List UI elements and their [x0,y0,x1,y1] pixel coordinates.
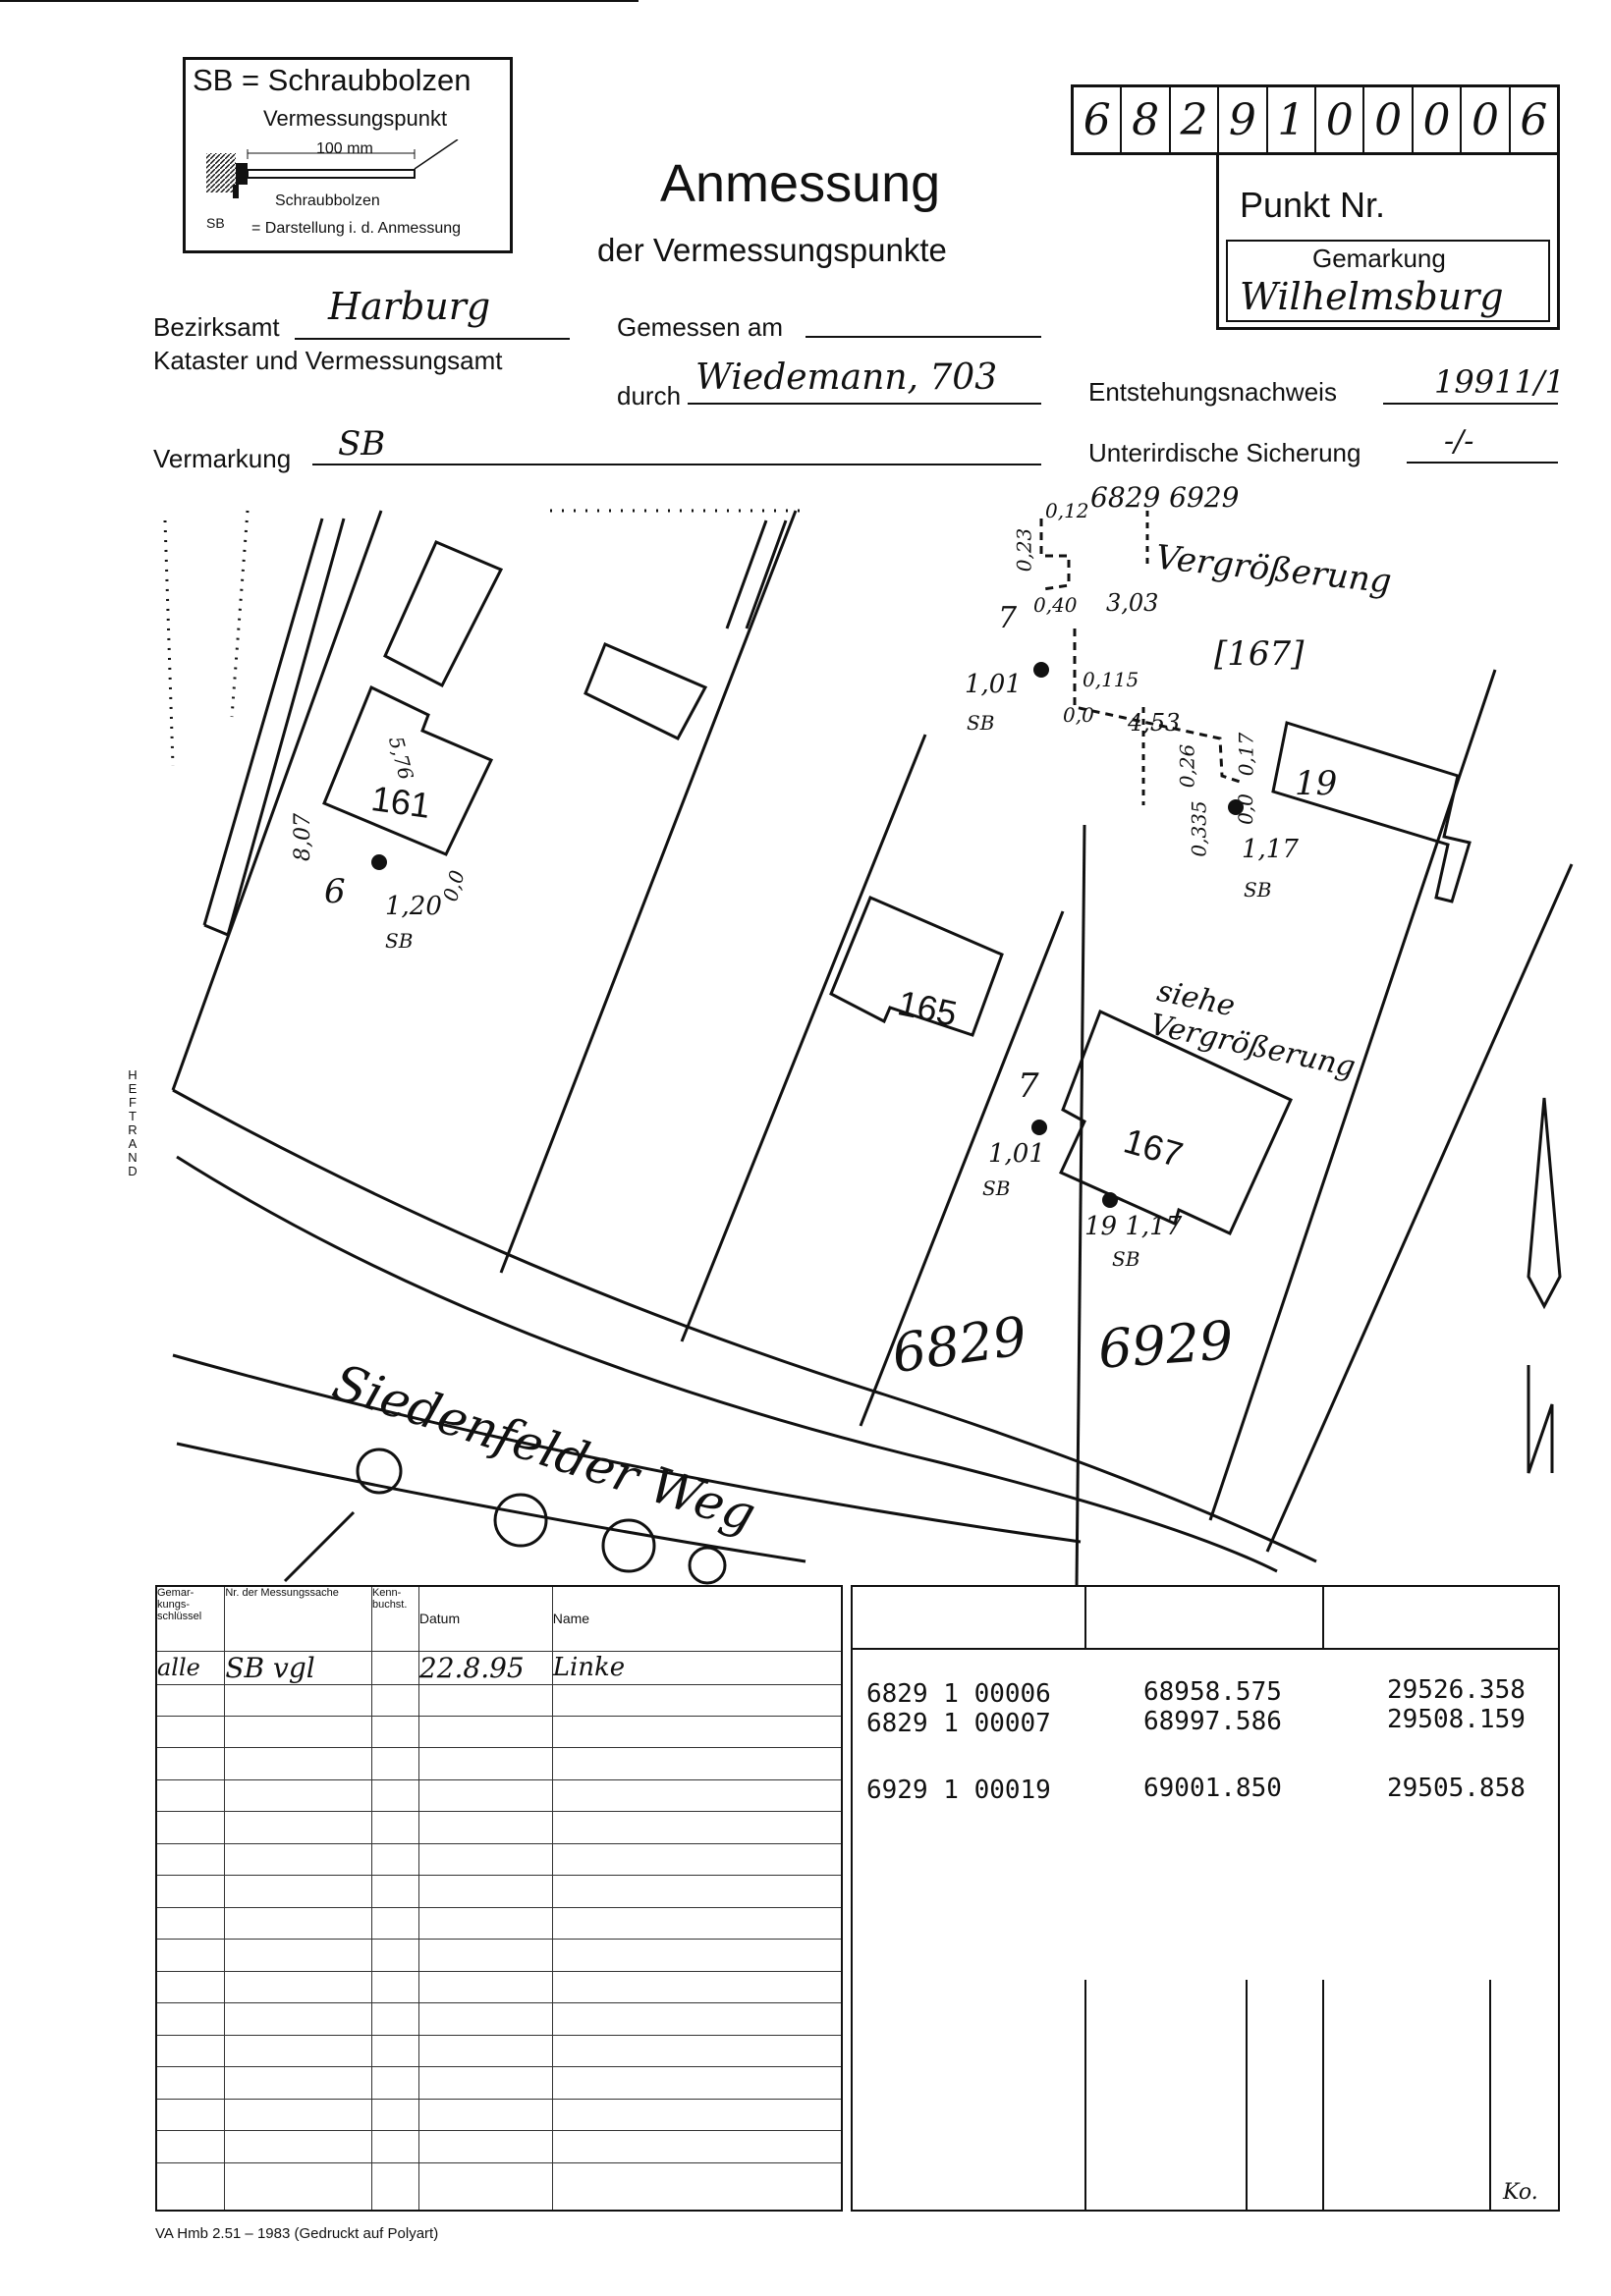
gemessen-label: Gemessen am [617,312,784,342]
digit-cell[interactable]: 0 [1462,87,1510,152]
coordinate-header-row [851,1585,1560,1650]
measure-label: 8,07 [290,813,315,861]
north-letter-icon [1528,1365,1552,1473]
legend-note: = Darstellung i. d. Anmessung [251,220,462,237]
vermarkung-label: Vermarkung [153,444,292,473]
parcel-label-167: 167 [1119,1120,1188,1175]
digit-cell[interactable]: 6 [1074,87,1122,152]
legend-dimension: 100 mm [316,140,373,157]
entstehung-value[interactable]: 19911/1 [1434,363,1565,401]
survey-point-19-main [1102,1192,1118,1208]
district-label-right: 6929 [1095,1309,1236,1381]
coord-point: 6829 1 00007 [866,1709,1051,1738]
survey-point-7 [1031,1120,1047,1135]
point-number-label: Punkt Nr. [1240,185,1386,225]
table-cell[interactable] [371,1651,418,1684]
coord-y: 29526.358 [1387,1675,1526,1705]
measure-label: 0,0 [438,867,470,904]
coordinate-divider [1084,1585,1086,1650]
inset-point-7-type: SB [967,711,995,735]
entstehung-label: Entstehungsnachweis [1088,377,1337,407]
parcel-boundary [682,735,925,1341]
coordinate-divider [1489,1980,1491,2212]
district-label-left: 6829 [888,1304,1031,1386]
durch-value[interactable]: Wiedemann, 703 [695,357,998,398]
sicherung-value[interactable]: -/- [1444,424,1474,459]
vermarkung-value[interactable]: SB [338,424,386,464]
coord-x: 68958.575 [1143,1677,1282,1707]
shrub-icon [495,1495,546,1546]
coord-point: 6829 1 00006 [866,1679,1051,1709]
coord-point: 6929 1 00019 [866,1776,1051,1805]
measure-label: 0,0 [1063,703,1094,727]
coord-y: 29508.159 [1387,1705,1526,1734]
inset-point-19-height: 1,17 [1242,835,1299,864]
digit-cell[interactable]: 1 [1268,87,1316,152]
form-footer: VA Hmb 2.51 – 1983 (Gedruckt auf Polyart) [155,2225,439,2242]
point-6-number: 6 [324,872,346,911]
coordinate-divider [1084,1980,1086,2212]
inset-line [1041,519,1069,589]
bezirksamt-value[interactable]: Harburg [328,285,491,328]
coord-y: 29505.858 [1387,1774,1526,1803]
table-cell[interactable]: SB vgl [225,1651,372,1684]
survey-point-inset-7 [1033,662,1049,678]
header-cell: Name [552,1586,842,1651]
header-cell: Nr. der Messungssache [225,1586,372,1651]
shrub-icon [603,1520,654,1571]
parcel-label-161: 161 [368,778,433,826]
page-title: Anmessung [660,154,941,213]
measure-label: 0,17 [1234,732,1258,777]
legend-symbol: SB [206,215,225,231]
signature-mark: Ko. [1503,2180,1538,2205]
table-cell[interactable]: Linke [552,1651,842,1684]
inset-point-7-number: 7 [998,601,1018,635]
heftrand-label: HEFTRAND [128,1067,138,1178]
parcel-boundary [501,511,796,1273]
measure-label: 0,23 [1012,527,1036,573]
bezirksamt-label: Bezirksamt [153,312,280,342]
digit-cell[interactable]: 0 [1364,87,1413,152]
see-enlargement: siehe Vergrößerung [1146,973,1359,1085]
point-19-type: SB [1112,1247,1140,1271]
digit-cell[interactable]: 0 [1414,87,1462,152]
gemarkung-label: Gemarkung [1312,244,1446,273]
inset-point-19-number: 19 [1295,764,1338,803]
parcel-label-165: 165 [894,982,961,1034]
inset-header: 6829 6929 [1090,481,1240,514]
table-cell[interactable]: alle [156,1651,225,1684]
coordinate-divider [1322,1980,1324,2212]
gemarkung-value[interactable]: Wilhelmsburg [1240,275,1504,318]
digit-cell[interactable]: 0 [1316,87,1364,152]
measure-label: 4,53 [1128,709,1181,737]
sicherung-label: Unterirdische Sicherung [1088,438,1361,467]
page-subtitle: der Vermessungspunkte [597,232,947,268]
enlargement-ref: [167] [1214,634,1305,674]
digit-cell[interactable]: 6 [1520,94,1548,145]
enlargement-title: Vergrößerung [1153,537,1394,602]
point-7-height: 1,01 [988,1139,1045,1169]
coordinate-divider [1246,1980,1248,2212]
point-6-height: 1,20 [385,892,442,921]
shrub-icon [690,1548,725,1583]
building [585,644,705,738]
axis-line [1077,825,1084,1587]
building [385,542,501,685]
point-7-number: 7 [1018,1066,1039,1106]
measure-label: 0,40 [1033,593,1078,617]
point-6-type: SB [385,929,414,953]
table-cell[interactable]: 22.8.95 [418,1651,552,1684]
point-7-type: SB [982,1176,1011,1200]
digit-cell[interactable]: 9 [1219,87,1267,152]
header-cell: Datum [418,1586,552,1651]
digit-cell[interactable]: 8 [1122,87,1170,152]
parcel-boundary [1267,864,1572,1552]
measure-label: 0,335 [1187,800,1211,857]
kataster-label: Kataster und Vermessungsamt [153,346,503,375]
measure-label: 0,0 [1233,793,1257,825]
measure-label: 5,76 [383,734,418,783]
point-19-label: 19 1,17 [1084,1212,1183,1241]
legend-bolt-label: Schraubbolzen [275,192,380,209]
legend-title: SB = Schraubbolzen [193,63,472,97]
measure-label: 3,03 [1106,589,1159,617]
log-table [155,1585,843,2212]
coord-x: 69001.850 [1143,1774,1282,1803]
measure-label: 0,26 [1175,743,1199,789]
north-arrow-icon [1528,1098,1560,1306]
inset-point-7-height: 1,01 [965,670,1022,699]
survey-point-6 [371,854,387,870]
coordinate-divider [1322,1585,1324,1650]
coord-x: 68997.586 [1143,1707,1282,1736]
measure-label: 0,115 [1083,668,1139,691]
building-inset [1273,723,1470,902]
parcel-boundary [173,511,381,1090]
legend-subtitle: Vermessungspunkt [263,106,448,131]
street-name: Siedenfelder Weg [326,1353,763,1544]
measure-label: 0,12 [1045,499,1089,522]
inset-point-19-type: SB [1244,878,1272,902]
durch-label: durch [617,381,682,410]
header-cell: Kenn-buchst. [371,1586,418,1651]
digit-cell[interactable]: 2 [1171,87,1219,152]
header-cell: Gemar-kungs-schlüssel [156,1586,225,1651]
